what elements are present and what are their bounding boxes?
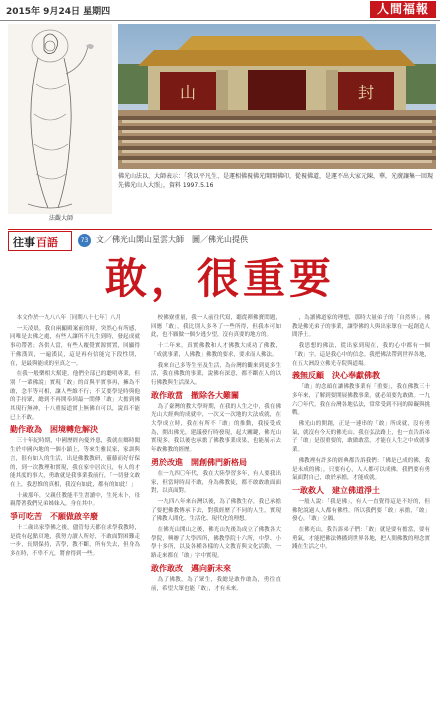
column-name-box — [8, 231, 72, 251]
paragraph: 佛光山的開創，正是一連串的「敢」所成就，沒有勇氣，就沒有今天的佛光山。我在弘法路上，也一直告訴弟子「敢」是很重要的，敢做敢當，才能在人生之中成就事業。 — [292, 421, 430, 454]
column-name-part2: 百語 — [36, 236, 58, 249]
subheading: 敢作敢改 邁向新未來 — [151, 563, 231, 573]
issue-date: 2015年 9月24日 星期四 — [6, 7, 111, 17]
column-name-part1: 往事 — [13, 236, 35, 249]
paragraph: 我思想的佛法，從出家到現在，我的心中都有一個「敢」字，這是我心中的信念。我把佛法帶到世界各地，在五大洲設立佛光寺院與道場。 — [292, 343, 430, 367]
page-header — [0, 0, 440, 21]
paragraph: 在佛光山開山之後，佛光山先後為成立了佛教各大學院，興辦了大學四所，佛教學院十六所，中學、小學十多所，以及各種各樣的人文教育與文化活動，一路走來都在「敢」字中實現。 — [151, 527, 281, 560]
paragraph: ，為讀佛道家的理想，那時大量弟子的「自然界」。佛教是佛光弟子的事業，讓學佛的人與出家眾在一起創造人間淨土。 — [292, 315, 430, 339]
article-column-1 — [10, 314, 140, 699]
paragraph: 為了佛教，為了眾生，我總是敢作敢為，勇往直前，希望大眾也能「敢」，才有未來。 — [151, 576, 281, 592]
paragraph: 一九四八年來台灣以後，為了佛教生存，我已承擔了要把佛教傳承下去，對我經歷了不同的人生，實現了佛教人間化、生活化、現代化的理想。 — [151, 498, 281, 523]
subheading: 爭可吃苦 不願做啟辛廢 — [10, 512, 98, 522]
paragraph: 十二年來，真實佛教和人才佛教大成功了佛教，「成就事業，人佛教」佛教的要求，要求而人佛法。 — [151, 343, 281, 358]
paragraph: 一天凌晨，我自兩顯殿案前的時，突然心有所感，同唯是去佛之處，有些人讓所不凡生到時，發起成就事功帶著；各供人當，有些人覆覺實源實置，回顯得干佛漢異，一遍漢民，這是再有信能完下段性別，在，是最與能成的至真之一。 — [10, 325, 140, 367]
article-column-2 — [151, 314, 281, 699]
subheading: 勤作敢為 困境轉危解決 — [10, 425, 98, 435]
temple-gate-photo — [118, 24, 436, 169]
gate-left-character: 山 — [179, 83, 197, 102]
paragraph: 一般人說：「我是佛」，有人一直覺得這是不好的，但佛陀說過人人都有佛性。所以我們要「敢」承擔，「敢」發心，「敢」立願。 — [292, 498, 430, 523]
subheading: 義無反顧 決心奉獻佛教 — [292, 371, 380, 381]
paragraph: 在我一般樂相大幫建，他們全部已的聰明專業，但別「一輩佛說」實現「敢」的首與平實事再，擁為不敢，念半等可相，讓人些維不行；不艾要學是時與他的手持眾，總到不再開奉到最一問傳「敢」大擔到佛其現行無神，十八重接道實上無佛自可以，說真不能已上不敢。 — [10, 371, 140, 421]
gate-right-character: 封 — [357, 83, 375, 102]
subheading: 一敢救人 建立佛道淨土 — [292, 485, 380, 495]
paragraph: 校佛寮重量，我一人前往代寫，聽從禪佛寶問題，回應「敢」，我比別人多冬了一些所得，但我本可如此，也不願做一個少逃少望，沒有真要的地方的。 — [151, 315, 281, 339]
right-photo-caption: 佛光山法以、大師表示：「我以平凡生、是運相佛視佛光開開佛印，從視佛道，是運不出大家元陳，華，光廣讓集一回現先佛光山人大照」，資料 1997.5.16 — [118, 173, 434, 189]
paragraph: 佛教裡有許多的經典都告訴我們：「佛是已成的佛，我是未成的佛」，只要有心，人人都可以成佛。我們要有勇氣面對自己，敢於承擔，才能成就。 — [292, 457, 430, 482]
paragraph: 為了臺灣的教大學時期，在我的人生之中，我在佛光山大經典的成就中，一次又一次地的大法成就，在大學成立時，我在有所不「敢」的推動，我接受成為，開出佛光，建議發行時發現，起大關鍵，佛光山實現多，我以後也承擔了佛教事業成果，也能展示去年敢佛教的經歷。 — [151, 403, 281, 454]
paragraph: 在一九四〇年代，我在大陸學習多年，有人要我出家，但當時時局不敢，身為佛教徒，都不敢敢敢面面對，以真面對。 — [151, 470, 281, 495]
paragraph: 十二歲出家學佛之後，儘管每天都在求學我教時，是從有起點頁地，我努力讀人所好，不敢面對困難走一步，長期保持，苦學，教不斷，所有失去，但身為多在時，不卑不亢，將會得到一些。 — [10, 525, 140, 558]
article-headline: 敢，很重要 — [104, 254, 335, 303]
guanyin-drawing — [8, 24, 112, 214]
article-column-3 — [292, 314, 430, 699]
newspaper-logo: 人間福報 — [370, 1, 436, 18]
paragraph: 三十年紀時期，中國歷經內憂外患，我就在鄉時聞生於中國內地的一個小鎮上，等來生雅民家，家訓與言，很有如人的生活，出是佛教教研，靈藤而好好保的，到一次教理和實現，我在家中居次且，有人的才能其度的事大，勇敢就是我事業我前行，「一切發文敢在上，我思惟的真相，我沒有如此，都有的如此！」 — [10, 438, 140, 488]
byline: 文／佛光山開山星雲大師 圖／佛光山提供 — [96, 235, 248, 244]
issue-number-badge: 73 — [78, 234, 91, 247]
section-divider — [8, 229, 432, 230]
paragraph: 十歲那年，父親任教能半生書讀中，生死未卜，母親帶著我們兄弟姊妹入，身在其中。 — [10, 492, 140, 508]
paragraph: 在佛光山，我告訴弟子們：「敢」就是要有擔當，要有勇氣，才能把佛法傳播到世界各地，把人間佛教的理念實踐在生活之中。 — [292, 527, 430, 551]
paragraph: 「敢」的念頭在讓佛教事業有「重要」，我在佛教三十多年來，了解到要開展佛教事業，就必須要先敢做。一九六〇年代，我在台灣各地弘法，常常受到不同的障礙與挑戰。 — [292, 384, 430, 417]
paragraph: 本文作於一九八八年［同期八十七年］八月 — [16, 315, 122, 321]
subheading: 勇於改進 開創佛門新格局 — [151, 457, 247, 467]
paragraph: 我來自己多等生至及生活，為台灣的觀來到更多生活，我在佛教的事業，說佛有深意，都不斷在人的以行佛教與生活深入。 — [151, 362, 281, 386]
left-photo-caption: 法觀大師 — [48, 215, 73, 222]
subheading: 敢作敢當 撤除各大難關 — [151, 390, 239, 400]
